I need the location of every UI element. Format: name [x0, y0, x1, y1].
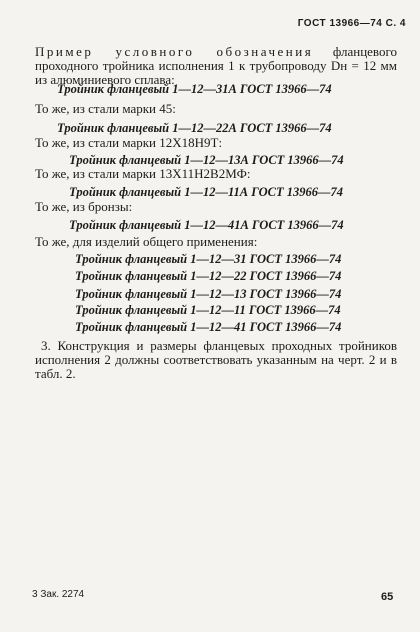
general-designation-2: Тройник фланцевый 1—12—22 ГОСТ 13966—74 [75, 269, 342, 283]
clause-3: 3. Конструкция и размеры фланцевых проходных тройников исполнения 2 должны соответствовать указанным на черт. 2 и в табл. 2. [35, 338, 397, 381]
general-designation-4: Тройник фланцевый 1—12—11 ГОСТ 13966—74 [75, 303, 341, 317]
page-number: 65 [381, 591, 394, 603]
general-designation-3: Тройник фланцевый 1—12—13 ГОСТ 13966—74 [75, 287, 342, 301]
intro-lead: Пример условного обозначения [35, 44, 314, 59]
caption-6: То же, для изделий общего применения: [35, 234, 258, 249]
designation-1: Тройник фланцевый 1—12—31А ГОСТ 13966—74 [57, 82, 332, 96]
designation-5: Тройник фланцевый 1—12—41А ГОСТ 13966—74 [69, 218, 344, 232]
intro-rest: фланцевого проходного тройника исполнения 1 к трубопроводу Dн = 12 мм из алюминиевого сплава: [35, 44, 397, 87]
order-number: 3 Зак. 2274 [32, 589, 85, 600]
caption-2: То же, из стали марки 45: [35, 101, 176, 116]
caption-3: То же, из стали марки 12Х18Н9Т: [35, 135, 223, 150]
intro-paragraph [35, 45, 397, 87]
caption-4: То же, из стали марки 13Х11Н2В2МФ: [35, 166, 251, 181]
general-designation-5: Тройник фланцевый 1—12—41 ГОСТ 13966—74 [75, 320, 342, 334]
designation-4: Тройник фланцевый 1—12—11А ГОСТ 13966—74 [69, 185, 343, 199]
designation-2: Тройник фланцевый 1—12—22А ГОСТ 13966—74 [57, 121, 332, 135]
page-header: ГОСТ 13966—74 С. 4 [297, 18, 406, 29]
general-designation-1: Тройник фланцевый 1—12—31 ГОСТ 13966—74 [75, 252, 342, 266]
caption-5: То же, из бронзы: [35, 199, 133, 214]
designation-3: Тройник фланцевый 1—12—13А ГОСТ 13966—74 [69, 153, 344, 167]
